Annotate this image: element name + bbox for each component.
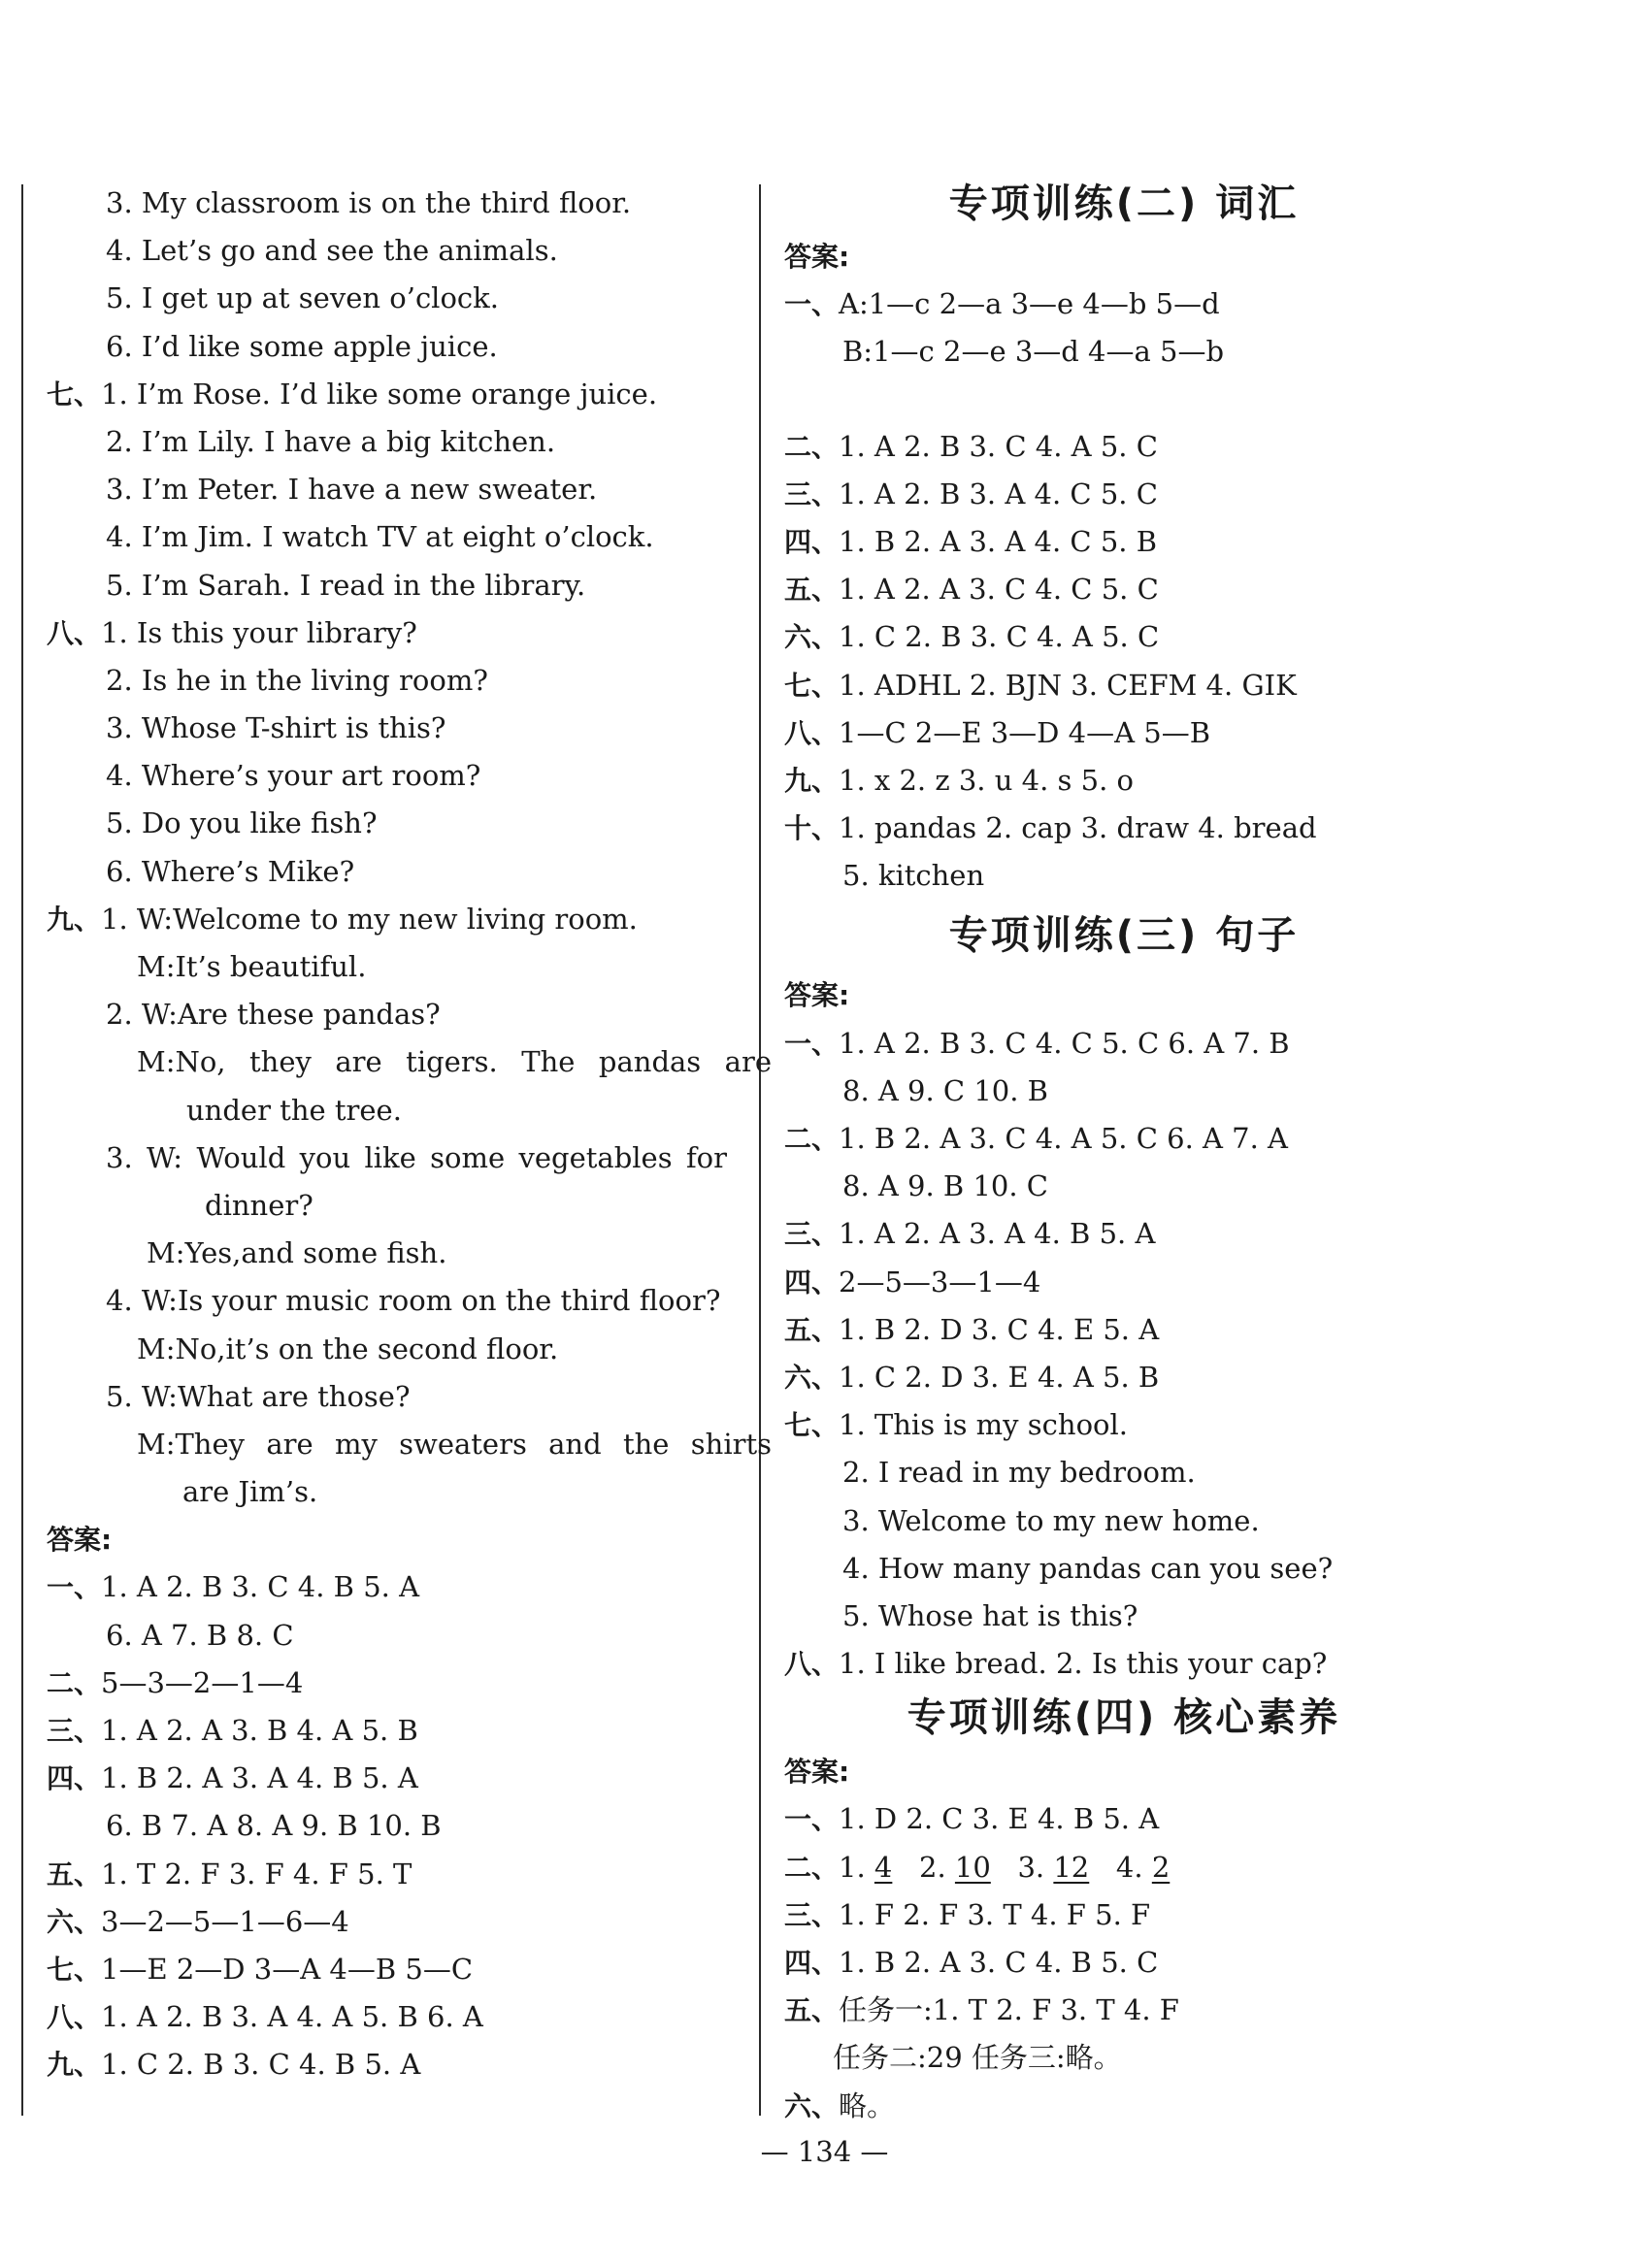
answer-row: 3. Welcome to my new home. (842, 1503, 1260, 1537)
answer-row: 七、1—E 2—D 3—A 4—B 5—C (47, 1952, 474, 1986)
section-8-line: 八、1. Is this your library? (47, 615, 417, 649)
dialogue-line: M:It’s beautiful. (137, 950, 367, 983)
answer-row: 8. A 9. B 10. C (842, 1169, 1048, 1203)
dialogue-line: M:No,it’s on the second floor. (137, 1331, 559, 1365)
answer-row: 七、1. This is my school. (784, 1408, 1128, 1442)
answers-heading: 答案: (47, 1524, 113, 1557)
answer-row: 4. How many pandas can you see? (842, 1551, 1334, 1585)
answers-heading: 答案: (784, 1756, 850, 1789)
dialogue-line: dinner? (205, 1188, 313, 1222)
answer-row: 2. I read in my bedroom. (842, 1456, 1196, 1490)
answer-row: 一、1. A 2. B 3. C 4. C 5. C 6. A 7. B (784, 1026, 1290, 1060)
answer-row: 四、1. B 2. A 3. C 4. B 5. C (784, 1946, 1159, 1979)
underlined-answer: 4 (874, 1850, 893, 1884)
answer-row: 九、1. C 2. B 3. C 4. B 5. A (47, 2048, 421, 2082)
script-line: 5. I get up at seven o’clock. (106, 281, 499, 315)
answer-row: 一、A:1—c 2—a 3—e 4—b 5—d (784, 287, 1220, 321)
answer-row: 一、1. A 2. B 3. C 4. B 5. A (47, 1570, 420, 1604)
dialogue-line: M:Yes,and some fish. (147, 1236, 447, 1270)
script-line: 6. I’d like some apple juice. (106, 329, 498, 363)
script-line: 4. I’m Jim. I watch TV at eight o’clock. (106, 520, 654, 554)
answer-row: 二、1. 4 2. 10 3. 12 4. 2 (784, 1850, 1171, 1884)
column-divider (759, 184, 761, 2116)
answer-row: 八、1—C 2—E 3—D 4—A 5—B (784, 715, 1211, 749)
section-7-line: 七、1. I’m Rose. I’d like some orange juice. (47, 377, 658, 411)
answer-row: 三、1. A 2. A 3. B 4. A 5. B (47, 1714, 418, 1747)
answer-row: 三、1. A 2. A 3. A 4. B 5. A (784, 1217, 1156, 1251)
answer-row: 九、1. x 2. z 3. u 4. s 5. o (784, 763, 1134, 797)
answer-row: 五、1. A 2. A 3. C 4. C 5. C (784, 573, 1159, 607)
answer-row: 任务二:29 任务三:略。 (833, 2041, 1122, 2075)
script-line: 4. Let’s go and see the animals. (106, 234, 558, 268)
answer-row: 三、1. A 2. B 3. A 4. C 5. C (784, 477, 1158, 510)
section-label: 八、 (47, 616, 102, 649)
answer-row: 5. kitchen (842, 859, 985, 893)
answers-heading: 答案: (784, 241, 850, 273)
answer-row: 八、1. A 2. B 3. A 4. A 5. B 6. A (47, 2000, 483, 2034)
answer-row: 六、1. C 2. D 3. E 4. A 5. B (784, 1360, 1160, 1394)
answer-row: 二、5—3—2—1—4 (47, 1665, 304, 1699)
answer-row: 六、1. C 2. B 3. C 4. A 5. C (784, 620, 1160, 654)
script-line: 2. Is he in the living room? (106, 663, 488, 697)
dialogue-line: M:They are my sweaters and the shirts (137, 1427, 772, 1461)
answer-row: 六、略。 (784, 2088, 896, 2122)
answer-row: 一、1. D 2. C 3. E 4. B 5. A (784, 1802, 1160, 1836)
section-9-line: 九、1. W:Welcome to my new living room. (47, 902, 638, 936)
underlined-answer: 10 (954, 1850, 991, 1884)
answer-row: 四、1. B 2. A 3. A 4. C 5. B (784, 524, 1158, 558)
answer-row: 5. Whose hat is this? (842, 1598, 1138, 1632)
answer-row: 七、1. ADHL 2. BJN 3. CEFM 4. GIK (784, 668, 1297, 702)
dialogue-line: 5. W:What are those? (106, 1379, 411, 1413)
script-line: 5. I’m Sarah. I read in the library. (106, 568, 586, 602)
answer-row: 四、1. B 2. A 3. A 4. B 5. A (47, 1761, 418, 1795)
answer-row: 六、3—2—5—1—6—4 (47, 1904, 349, 1938)
left-column (47, 180, 772, 2089)
dialogue-line: are Jim’s. (182, 1475, 318, 1509)
script-line: 6. Where’s Mike? (106, 854, 355, 888)
page-number: — 134 — (760, 2135, 889, 2168)
section-label: 九、 (47, 903, 102, 936)
underlined-answer: 12 (1053, 1850, 1090, 1884)
section-label: 七、 (47, 378, 102, 411)
dialogue-line: M:No, they are tigers. The pandas are (137, 1045, 772, 1079)
answer-row: 五、1. T 2. F 3. F 4. F 5. T (47, 1857, 412, 1890)
answer-row: 五、任务一:1. T 2. F 3. T 4. F (784, 1993, 1179, 2027)
answer-row: 6. A 7. B 8. C (106, 1618, 294, 1652)
answer-row: 三、1. F 2. F 3. T 4. F 5. F (784, 1897, 1151, 1931)
blank-gap (784, 377, 1464, 423)
answer-row: 6. B 7. A 8. A 9. B 10. B (106, 1809, 442, 1843)
dialogue-line: 4. W:Is your music room on the third floor? (106, 1284, 721, 1318)
section-title-core-literacy: 专项训练(四) 核心素养 (907, 1695, 1341, 1741)
script-line: 4. Where’s your art room? (106, 759, 481, 793)
dialogue-line: under the tree. (186, 1093, 402, 1127)
script-line: 3. Whose T-shirt is this? (106, 711, 446, 745)
right-column (784, 175, 1464, 2130)
script-line: 2. I’m Lily. I have a big kitchen. (106, 424, 556, 458)
dialogue-line: 3. W: Would you like some vegetables for (106, 1140, 727, 1174)
answer-row: 二、1. B 2. A 3. C 4. A 5. C 6. A 7. A (784, 1122, 1288, 1155)
left-margin-rule (21, 184, 23, 2116)
section-title-sentences: 专项训练(三) 句子 (948, 913, 1300, 959)
underlined-answer: 2 (1151, 1850, 1171, 1884)
dialogue-line: 2. W:Are these pandas? (106, 998, 441, 1032)
section-title-vocabulary: 专项训练(二) 词汇 (948, 181, 1300, 226)
script-line: 3. I’m Peter. I have a new sweater. (106, 473, 598, 507)
answer-row: 五、1. B 2. D 3. C 4. E 5. A (784, 1312, 1160, 1346)
answer-row: 8. A 9. C 10. B (842, 1073, 1048, 1107)
answer-row: 四、2—5—3—1—4 (784, 1265, 1041, 1298)
answers-heading: 答案: (784, 979, 850, 1012)
script-line: 3. My classroom is on the third floor. (106, 186, 632, 219)
answer-row: 十、1. pandas 2. cap 3. draw 4. bread (784, 811, 1317, 845)
answer-row: 八、1. I like bread. 2. Is this your cap? (784, 1647, 1328, 1681)
script-line: 5. Do you like fish? (106, 806, 378, 840)
answer-row: B:1—c 2—e 3—d 4—a 5—b (842, 335, 1225, 369)
answer-row: 二、1. A 2. B 3. C 4. A 5. C (784, 429, 1158, 463)
